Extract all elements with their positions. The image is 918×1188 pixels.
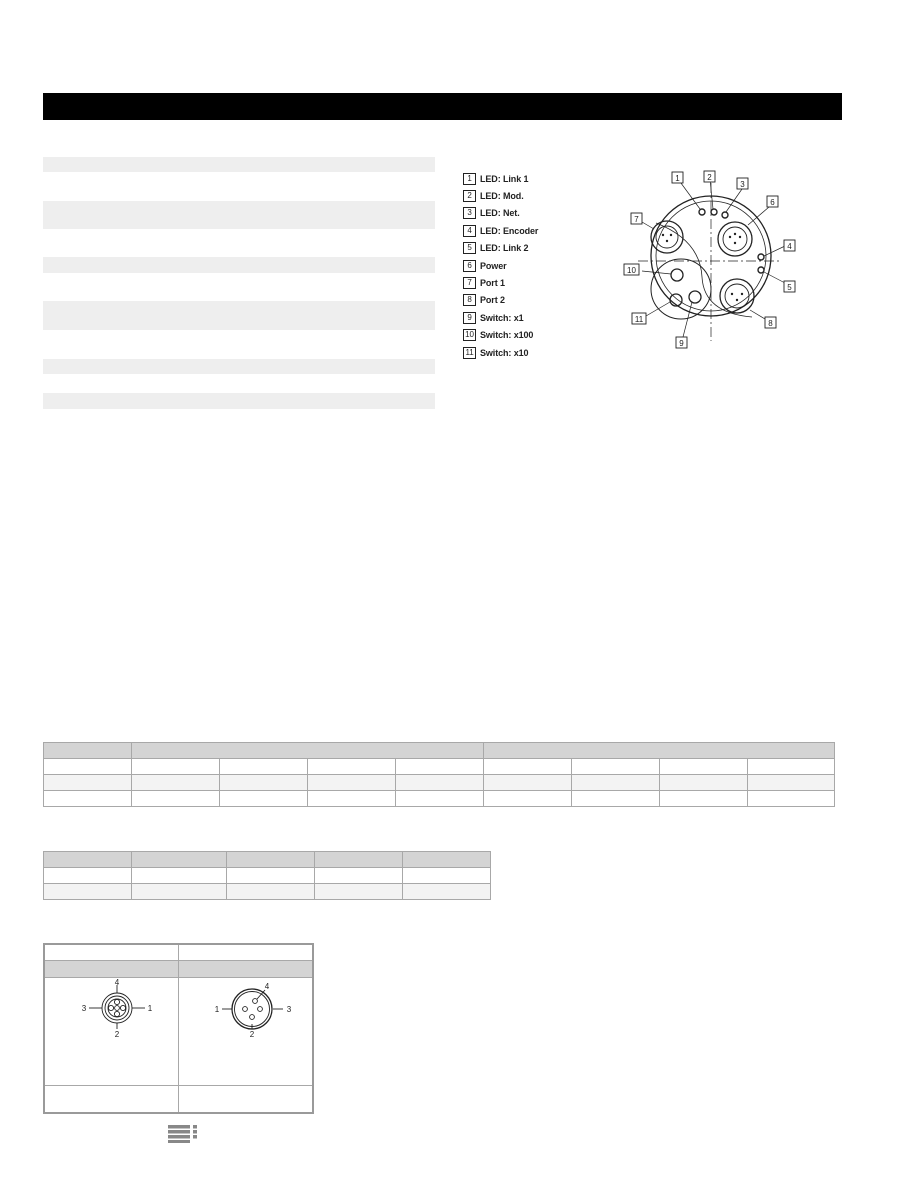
legend-item: 6 Power [463,257,603,274]
table-cell [484,743,835,759]
callout-8: 8 [768,319,773,328]
led-link-1 [699,209,705,215]
table-row [44,759,835,775]
callout-3: 3 [740,180,745,189]
table-icon [168,1125,198,1143]
callout-11: 11 [634,315,644,324]
callout-10: 10 [627,266,636,275]
narrow-table [43,851,491,900]
pin-label: 2 [249,1030,255,1039]
switch-x1 [689,291,701,303]
callout-4: 4 [787,242,792,251]
table-row [44,775,835,791]
pinout-header-cell [45,961,179,977]
pin-label: 1 [147,1004,153,1013]
spec-row [43,359,435,374]
pin-label: 2 [114,1030,120,1039]
legend-item: 1 LED: Link 1 [463,170,603,187]
switch-cover [651,259,711,319]
callout-2: 2 [707,173,712,182]
pin-label: 1 [214,1005,220,1014]
spec-row [43,257,435,273]
legend-item: 2 LED: Mod. [463,187,603,204]
spec-row [43,393,435,409]
pinout-title-cell [45,945,179,961]
led-mod [711,209,717,215]
pin-label: 3 [286,1005,292,1014]
section-header-bar [43,93,842,120]
spec-row [43,229,435,257]
table-row [44,791,835,807]
callout-9: 9 [679,339,684,348]
led-net [722,212,728,218]
diagram-legend [463,170,603,361]
legend-item: 7 Port 1 [463,274,603,291]
legend-item: 4 LED: Encoder [463,222,603,239]
table-row [44,884,491,900]
table-row [44,868,491,884]
pinout-footer-cell [45,1085,179,1112]
spec-row [43,172,435,201]
male-connector-pinout [75,979,155,1039]
callout-7: 7 [634,215,639,224]
pin-label: 4 [114,979,120,987]
pin-label: 4 [264,982,270,991]
pinout-title-cell [179,945,312,961]
spec-row [43,301,435,330]
callout-1: 1 [675,174,680,183]
spec-row [43,201,435,229]
spec-row [43,330,435,359]
led-encoder [758,254,764,260]
legend-item: 5 LED: Link 2 [463,240,603,257]
wide-table [43,742,835,807]
legend-item: 8 Port 2 [463,292,603,309]
table-header-row [44,852,491,868]
switch-x100 [671,269,683,281]
table-header-row [44,743,835,759]
pin-label: 3 [81,1004,87,1013]
connector-pinout-box [43,943,314,1114]
table-cell [44,743,132,759]
legend-item: 9 Switch: x1 [463,309,603,326]
spec-row [43,374,435,393]
callout-5: 5 [787,283,792,292]
pinout-header-cell [179,961,312,977]
led-link-2 [758,267,764,273]
legend-item: 3 LED: Net. [463,205,603,222]
callout-6: 6 [770,198,775,207]
pinout-footer-cell [179,1085,312,1112]
female-connector-pinout [207,979,297,1039]
device-top-view-diagram [620,165,810,350]
spec-row [43,157,435,172]
spec-row [43,273,435,301]
table-cell [132,743,484,759]
legend-item: 10 Switch: x100 [463,327,603,344]
legend-item: 11 Switch: x10 [463,344,603,361]
